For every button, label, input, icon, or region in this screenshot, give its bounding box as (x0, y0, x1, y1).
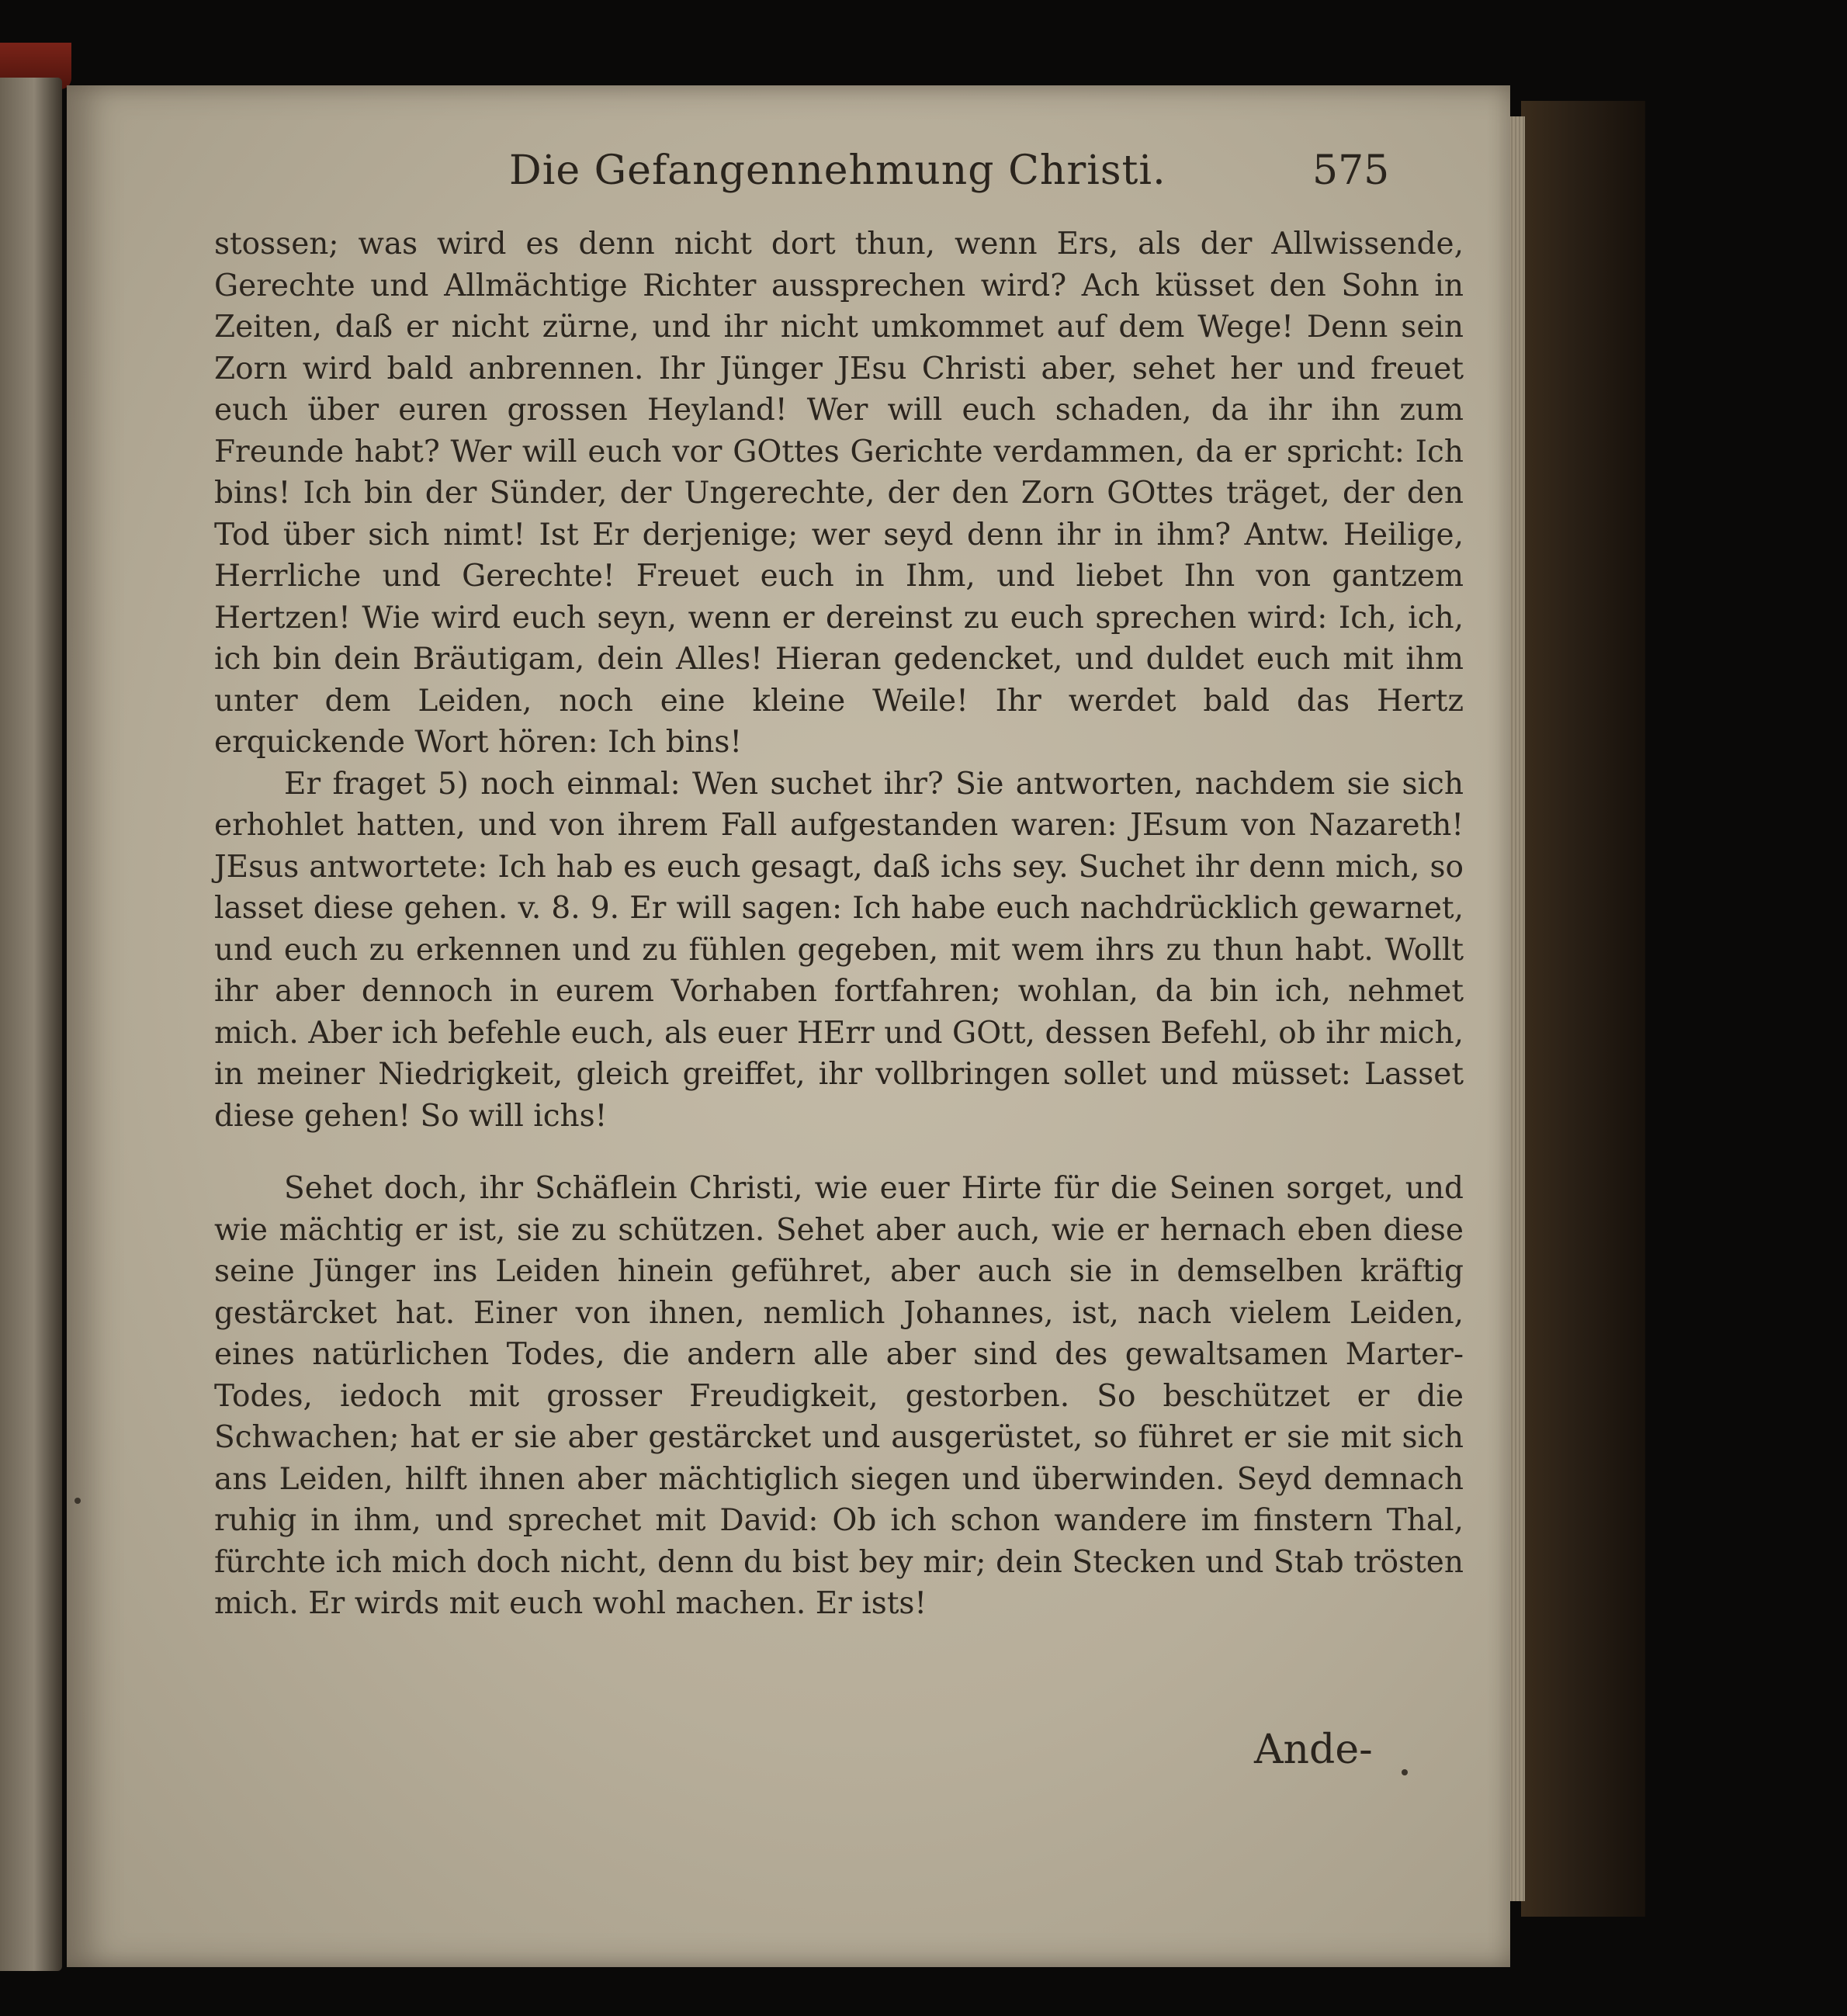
paragraph-3: Sehet doch, ihr Schäflein Christi, wie euer Hirte für die Seinen sorget, und wie mächtig er ist, sie zu schützen. Sehet aber auch, wie er hernach eben diese seine Jünger ins Leiden hinein geführet, aber auch sie in demselben kräftig gestärcket hat. Einer von ihnen, nemlich Johannes, ist, nach vielem Leiden, eines natürlichen Todes, die andern alle aber sind des gewaltsamen Marter-Todes, iedoch mit grosser Freudigkeit, gestorben. So beschützet er die Schwachen; hat er sie aber gestärcket und ausgerüstet, so führet er sie mit sich ans Leiden, hilft ihnen aber mächtiglich siegen und überwinden. Seyd demnach ruhig in ihm, und sprechet mit David: Ob ich schon wandere im finstern Thal, fürchte ich mich doch nicht, denn du bist bey mir; dein Stecken und Stab trösten mich. Er wirds mit euch wohl machen. Er ists! (214, 1171, 1464, 1621)
paragraph-1: stossen; was wird es denn nicht dort thun, wenn Ers, als der Allwissende, Gerechte und Allmächtige Richter aussprechen wird? Ach küsset den Sohn in Zeiten, daß er nicht zürne, und ihr nicht umkommet auf dem Wege! Denn sein Zorn wird bald anbrennen. Ihr Jünger JEsu Christi aber, sehet her und freuet euch über euren grossen Heyland! Wer will euch schaden, da ihr ihn zum Freunde habt? Wer will euch vor GOttes Gerichte verdammen, da er spricht: Ich bins! Ich bin der Sünder, der Ungerechte, der den Zorn GOttes träget, der den Tod über sich nimt! Ist Er derjenige; wer seyd denn ihr in ihm? Antw. Heilige, Herrliche und Gerechte! Freuet euch in Ihm, und liebet Ihn von gantzem Hertzen! Wie wird euch seyn, wenn er dereinst zu euch sprechen wird: Ich, ich, ich bin dein Bräutigam, dein Alles! Hieran gedencket, und duldet euch mit ihm unter dem Leiden, noch eine kleine Weile! Ihr werdet bald das Hertz erquickende Wort hören: Ich bins! (214, 227, 1464, 760)
page-number: 575 (1312, 147, 1390, 194)
page-header (67, 147, 1510, 217)
left-page-edge (0, 78, 62, 1971)
paragraph-gap (214, 1137, 1464, 1168)
paragraph-2: Er fraget 5) noch einmal: Wen suchet ihr? Sie antworten, nachdem sie sich erhohlet hatten, und von ihrem Fall aufgestanden waren: JEsum von Nazareth! JEsus antwortete: Ich hab es euch gesagt, daß ichs sey. Suchet ihr denn mich, so lasset diese gehen. v. 8. 9. Er will sagen: Ich habe euch nachdrücklich gewarnet, und euch zu erkennen und zu fühlen gegeben, mit wem ihrs zu thun habt. Wollt ihr aber dennoch in eurem Vorhaben fortfahren; wohlan, da bin ich, nehmet mich. Aber ich befehle euch, als euer HErr und GOtt, dessen Befehl, ob ihr mich, in meiner Niedrigkeit, gleich greiffet, ihr vollbringen sollet und müsset: Lasset diese gehen! So will ichs! (214, 766, 1464, 1134)
running-title: Die Gefangennehmung Christi. (509, 147, 1166, 194)
catchword: Ande- (1254, 1727, 1373, 1773)
body-text (214, 223, 1464, 1625)
ink-speck (1402, 1769, 1408, 1775)
back-cover (1521, 101, 1645, 1917)
ink-speck (75, 1498, 81, 1504)
book-page (67, 85, 1510, 1967)
